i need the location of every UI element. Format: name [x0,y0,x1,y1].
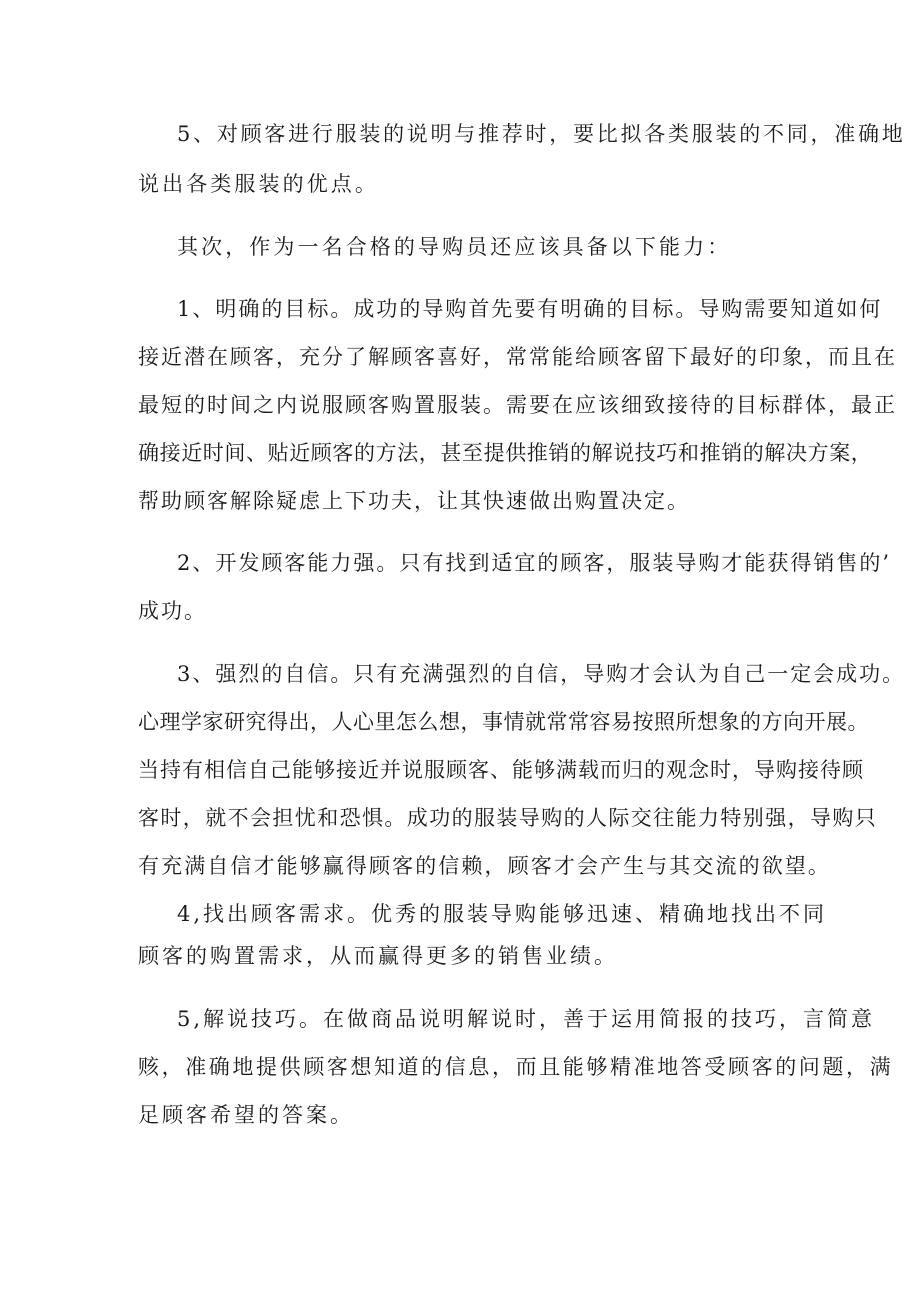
text-line: 心理学家研究得出，人心里怎么想，事情就常常容易按照所想象的方向开展。 [138,710,869,734]
text-line: 足顾客希望的答案。 [138,1103,354,1127]
text-line: 成功。 [138,599,207,623]
text-line: 说出各类服装的优点。 [138,172,379,196]
text-line: 其次，作为一名合格的导购员还应该具备以下能力： [177,235,732,259]
text-line: 顾客的购置需求，从而赢得更多的销售业绩。 [138,944,618,968]
text-line: 2、开发顾客能力强。只有找到适宜的顾客，服装导购才能获得销售的’ [177,551,892,575]
text-line: 接近潜在顾客，充分了解顾客喜好，常常能给顾客留下最好的印象，而且在 [138,345,897,369]
text-line: 3、强烈的自信。只有充满强烈的自信，导购才会认为自己一定会成功。 [177,662,906,686]
text-line: 最短的时间之内说服顾客购置服装。需要在应该细致接待的目标群体，最正 [138,393,897,417]
text-line: 当持有相信自己能够接近并说服顾客、能够满载而归的观念时，导购接待顾 [138,758,864,782]
text-line: 赅，准确地提供顾客想知道的信息，而且能够精准地答受顾客的问题，满 [138,1055,894,1079]
text-line: 帮助顾客解除疑虑上下功夫，让其快速做出购置决定。 [138,489,690,513]
text-line: 1、明确的目标。成功的导购首先要有明确的目标。导购需要知道如何 [177,297,883,321]
text-line: 客时，就不会担忧和恐惧。成功的服装导购的人际交往能力特别强，导购只 [138,806,878,830]
text-line: 5、对顾客进行服装的说明与推荐时，要比拟各类服装的不同，准确地 [177,122,906,146]
text-line: 确接近时间、贴近顾客的方法，甚至提供推销的解说技巧和推销的解决方案， [138,441,873,465]
text-line: 5,解说技巧。在做商品说明解说时，善于运用简报的技巧，言简意 [177,1007,876,1031]
text-line: 有充满自信才能够赢得顾客的信赖，顾客才会产生与其交流的欲望。 [138,854,831,878]
text-line: 4,找出顾客需求。优秀的服装导购能够迅速、精确地找出不同 [177,902,828,926]
